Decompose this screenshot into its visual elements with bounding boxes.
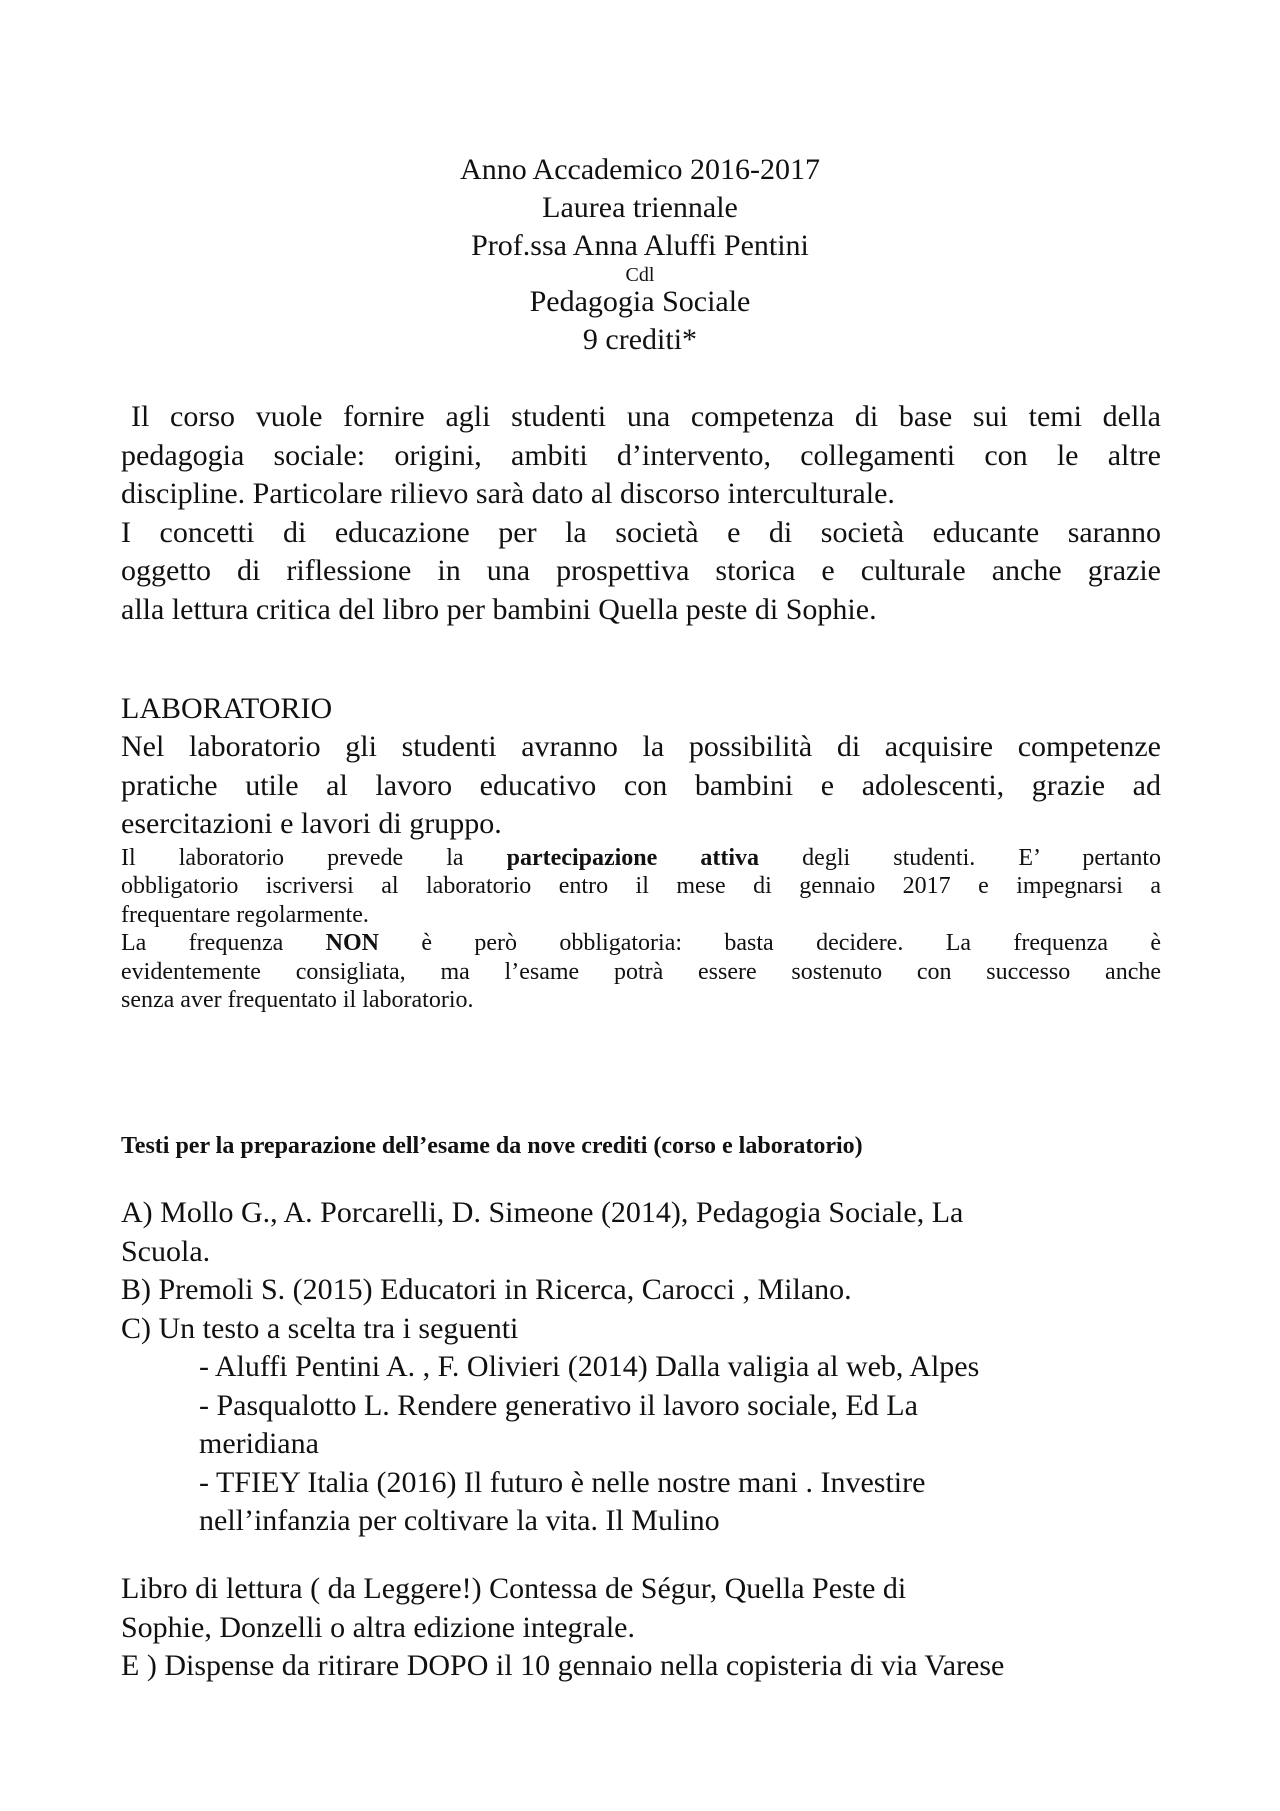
lab-text: è però obbligatoria: basta decidere. La frequenza è — [378, 930, 1161, 956]
list-subitem: - Aluffi Pentini A. , F. Olivieri (2014) Dalla valigia al web, Alpes — [199, 1350, 980, 1383]
course-description — [121, 398, 1161, 629]
course-credits: 9 crediti* — [582, 323, 698, 356]
intro-line: pedagogia sociale: origini, ambiti d’intervento, collegamenti con le altre — [121, 438, 1161, 472]
lab-text: La frequenza — [121, 930, 326, 956]
lab-emphasis: NON — [325, 930, 379, 956]
lab-line: frequentare regolarmente. — [121, 901, 369, 928]
laboratorio-section — [121, 690, 1161, 1015]
reading-list — [121, 1194, 1161, 1541]
professor-name: Prof.ssa Anna Aluffi Pentini — [471, 229, 809, 262]
intro-line: Il corso vuole fornire agli studenti una competenza di base sui temi della — [131, 400, 1161, 433]
degree-type: Laurea triennale — [542, 191, 738, 224]
lab-line — [121, 844, 1161, 873]
lab-line: pratiche utile al lavoro educativo con bambini e adolescenti, grazie ad — [121, 768, 1161, 802]
academic-year: Anno Accademico 2016-2017 — [460, 153, 820, 186]
list-item: E ) Dispense da ritirare DOPO il 10 gennaio nella copisteria di via Varese — [121, 1649, 1005, 1682]
list-item: Libro di lettura ( da Leggere!) Contessa de Ségur, Quella Peste di — [121, 1572, 907, 1605]
lab-emphasis: partecipazione attiva — [506, 844, 760, 871]
intro-line: oggetto di riflessione in una prospettiva storica e culturale anche grazie — [121, 554, 1161, 587]
course-title: Pedagogia Sociale — [529, 285, 751, 318]
list-item: Sophie, Donzelli o altra edizione integrale. — [121, 1610, 635, 1644]
intro-line: discipline. Particolare rilievo sarà dato al discorso interculturale. — [121, 477, 895, 510]
intro-line: I concetti di educazione per la società e di società educante saranno — [121, 515, 1161, 549]
intro-line: alla lettura critica del libro per bambini Quella peste di Sophie. — [121, 592, 877, 626]
list-subitem: meridiana — [199, 1427, 319, 1460]
list-item: B) Premoli S. (2015) Educatori in Ricerca, Carocci , Milano. — [121, 1273, 852, 1306]
lab-text: Il laboratorio prevede la — [121, 844, 507, 871]
lab-line — [121, 929, 1161, 958]
cdl-label: Cdl — [625, 264, 655, 286]
lab-text: degli studenti. E’ pertanto — [759, 844, 1161, 871]
lab-line: Nel laboratorio gli studenti avranno la possibilità di acquisire competenze — [121, 730, 1161, 763]
lab-line: esercitazioni e lavori di gruppo. — [121, 807, 502, 840]
reading-book — [121, 1570, 1161, 1686]
list-item: C) Un testo a scelta tra i seguenti — [121, 1311, 519, 1345]
list-subitem: - Pasqualotto L. Rendere generativo il lavoro sociale, Ed La — [199, 1388, 918, 1422]
lab-line: senza aver frequentato il laboratorio. — [121, 987, 474, 1013]
course-header — [0, 151, 1280, 359]
testi-heading: Testi per la preparazione dell’esame da nove crediti (corso e laboratorio) — [121, 1133, 863, 1159]
list-subitem: nell’infanzia per coltivare la vita. Il Mulino — [199, 1504, 720, 1537]
list-item: Scuola. — [121, 1234, 211, 1268]
laboratorio-title: LABORATORIO — [121, 692, 333, 725]
lab-line: obbligatorio iscriversi al laboratorio entro il mese di gennaio 2017 e impegnarsi a — [121, 873, 1161, 899]
list-item: A) Mollo G., A. Porcarelli, D. Simeone (2014), Pedagogia Sociale, La — [121, 1196, 964, 1229]
lab-line: evidentemente consigliata, ma l’esame potrà essere sostenuto con successo anche — [121, 958, 1161, 985]
list-subitem: - TFIEY Italia (2016) Il futuro è nelle nostre mani . Investire — [199, 1465, 926, 1499]
